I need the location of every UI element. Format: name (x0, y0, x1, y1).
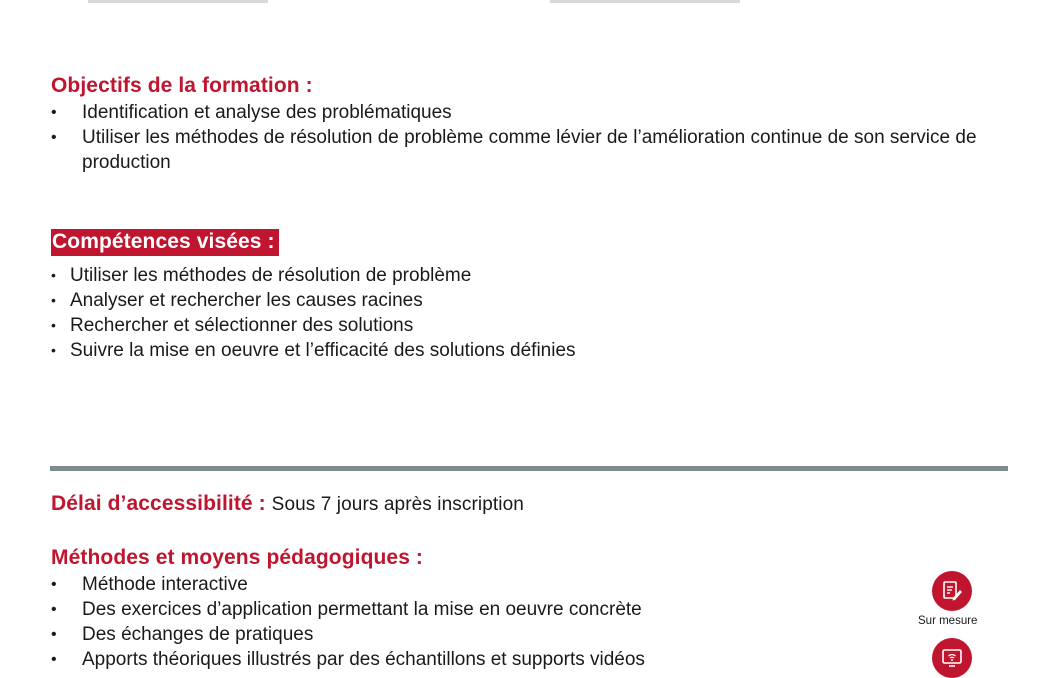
objectifs-list (51, 100, 991, 175)
delai-value: Sous 7 jours après inscription (271, 494, 524, 515)
competences-title-text: Compétences visées : (51, 229, 279, 256)
list-item: • Identification et analyse des problématiques (51, 100, 991, 125)
list-item: • Suivre la mise en oeuvre et l’efficacité des solutions définies (51, 338, 951, 363)
competences-list (51, 263, 951, 363)
list-item: • Des exercices d’application permettant la mise en oeuvre concrète (51, 597, 901, 622)
list-item: • Rechercher et sélectionner des solutions (51, 313, 951, 338)
cropped-text-fragment (550, 0, 740, 3)
list-item: • Utiliser les méthodes de résolution de problème comme lévier de l’amélioration continue de son service de production (51, 125, 991, 175)
objectifs-title: Objectifs de la formation : (51, 74, 313, 97)
list-item: • Méthode interactive (51, 572, 901, 597)
monitor-wifi-icon (932, 638, 972, 678)
delai-label: Délai d’accessibilité : (51, 492, 266, 515)
section-divider (50, 466, 1008, 471)
list-item: • Analyser et rechercher les causes racines (51, 288, 951, 313)
methodes-title: Méthodes et moyens pédagogiques : (51, 546, 424, 569)
list-item: • Des échanges de pratiques (51, 622, 901, 647)
delai-row (51, 492, 524, 516)
competences-title (51, 230, 279, 254)
methodes-list (51, 572, 901, 672)
sur-mesure-label: Sur mesure (918, 615, 978, 627)
cropped-text-fragment (88, 0, 268, 3)
list-item: • Apports théoriques illustrés par des échantillons et supports vidéos (51, 647, 901, 672)
edit-document-icon (932, 571, 972, 611)
list-item: • Utiliser les méthodes de résolution de problème (51, 263, 951, 288)
